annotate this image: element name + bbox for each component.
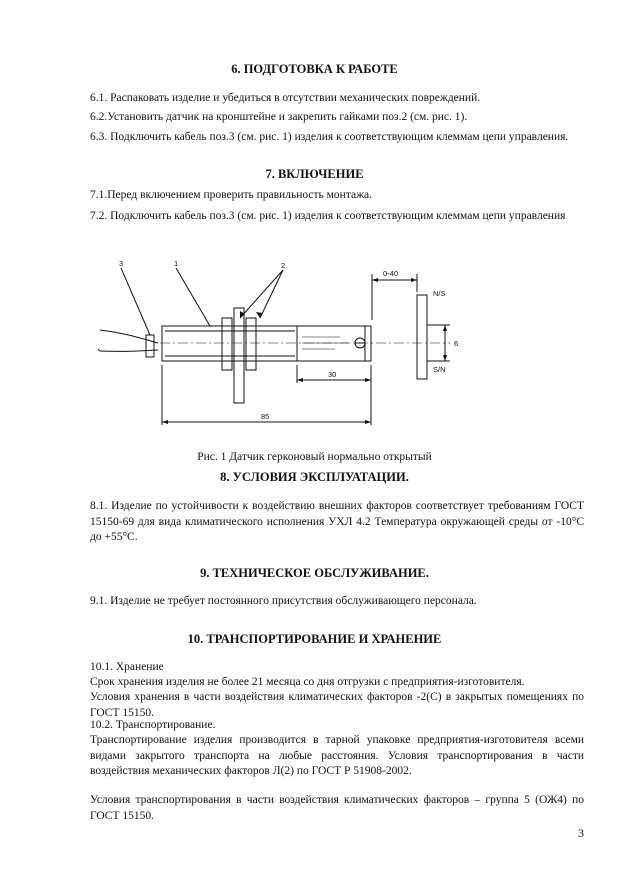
paragraph-8-1: 8.1. Изделие по устойчивости к воздействию внешних факторов соответствует требованиям ГОСТ 15150-69 для вида климатического исполнения УХЛ 4.2 Температура окружающей среды от -10°С до +55°С. (90, 500, 584, 543)
paragraph-10-2-text: Транспортирование изделия производится в тарной упаковке предприятия-изготовителя всеми видами закрытого транспорта на любые расстояния. Условия транспортирования в части воздействия механических факторов Л(2) по ГОСТ Р 51908-2002. (90, 734, 584, 777)
dim-30: 30 (328, 370, 337, 379)
paragraph-10-1-text: Срок хранения изделия не более 21 месяца со дня отгрузки с предприятия-изготовителя. (90, 676, 525, 688)
label-pos-2: 2 (281, 261, 286, 270)
label-pos-1: 1 (174, 259, 179, 268)
figure-caption: Рис. 1 Датчик герконовый нормально открытый (197, 451, 432, 463)
paragraph-7-2: 7.2. Подключить кабель поз.3 (см. рис. 1) изделия к соответствующим клеммам цепи управления (90, 210, 566, 222)
section-6-title: 6. ПОДГОТОВКА К РАБОТЕ (231, 62, 398, 76)
paragraph-6-3: 6.3. Подключить кабель поз.3 (см. рис. 1) изделия к соответствующим клеммам цепи управления. (90, 131, 569, 143)
dim-85: 85 (261, 412, 270, 421)
dim-gap: 0-40 (383, 269, 399, 278)
paragraph-7-1: 7.1.Перед включением проверить правильность монтажа. (90, 189, 373, 201)
cable-line-upper (100, 330, 158, 343)
paragraph-9-1: 9.1. Изделие не требует постоянного присутствия обслуживающего персонала. (90, 595, 477, 607)
pole-south: S/N (433, 365, 446, 374)
paragraph-10-2: 10.2. Транспортирование. (90, 719, 216, 731)
label-pos-3: 3 (119, 259, 124, 268)
cable-gland (146, 335, 154, 357)
paragraph-6-2: 6.2.Установить датчик на кронштейне и закрепить гайками поз.2 (см. рис. 1). (90, 111, 468, 123)
section-7-title: 7. ВКЛЮЧЕНИЕ (265, 167, 364, 181)
paragraph-6-1: 6.1. Распаковать изделие и убедиться в отсутствии механических повреждений. (90, 92, 481, 104)
page-number: 3 (578, 826, 584, 840)
paragraph-10-1-conditions: Условия хранения в части воздействия климатических факторов -2(С) в закрытых помещениях по ГОСТ 15150. (90, 691, 584, 719)
pole-north: N/S (433, 289, 446, 298)
section-8-title: 8. УСЛОВИЯ ЭКСПЛУАТАЦИИ. (220, 470, 409, 484)
section-9-title: 9. ТЕХНИЧЕСКОЕ ОБСЛУЖИВАНИЕ. (200, 566, 429, 580)
cable-line-lower (100, 350, 158, 351)
dim-6: 6 (454, 339, 459, 348)
section-10-title: 10. ТРАНСПОРТИРОВАНИЕ И ХРАНЕНИЕ (187, 632, 442, 646)
paragraph-10-2-conditions: Условия транспортирования в части воздействия климатических факторов – группа 5 (ОЖ4) по ГОСТ 15150. (90, 794, 584, 822)
paragraph-10-1: 10.1. Хранение (90, 661, 164, 673)
magnet (417, 295, 427, 379)
